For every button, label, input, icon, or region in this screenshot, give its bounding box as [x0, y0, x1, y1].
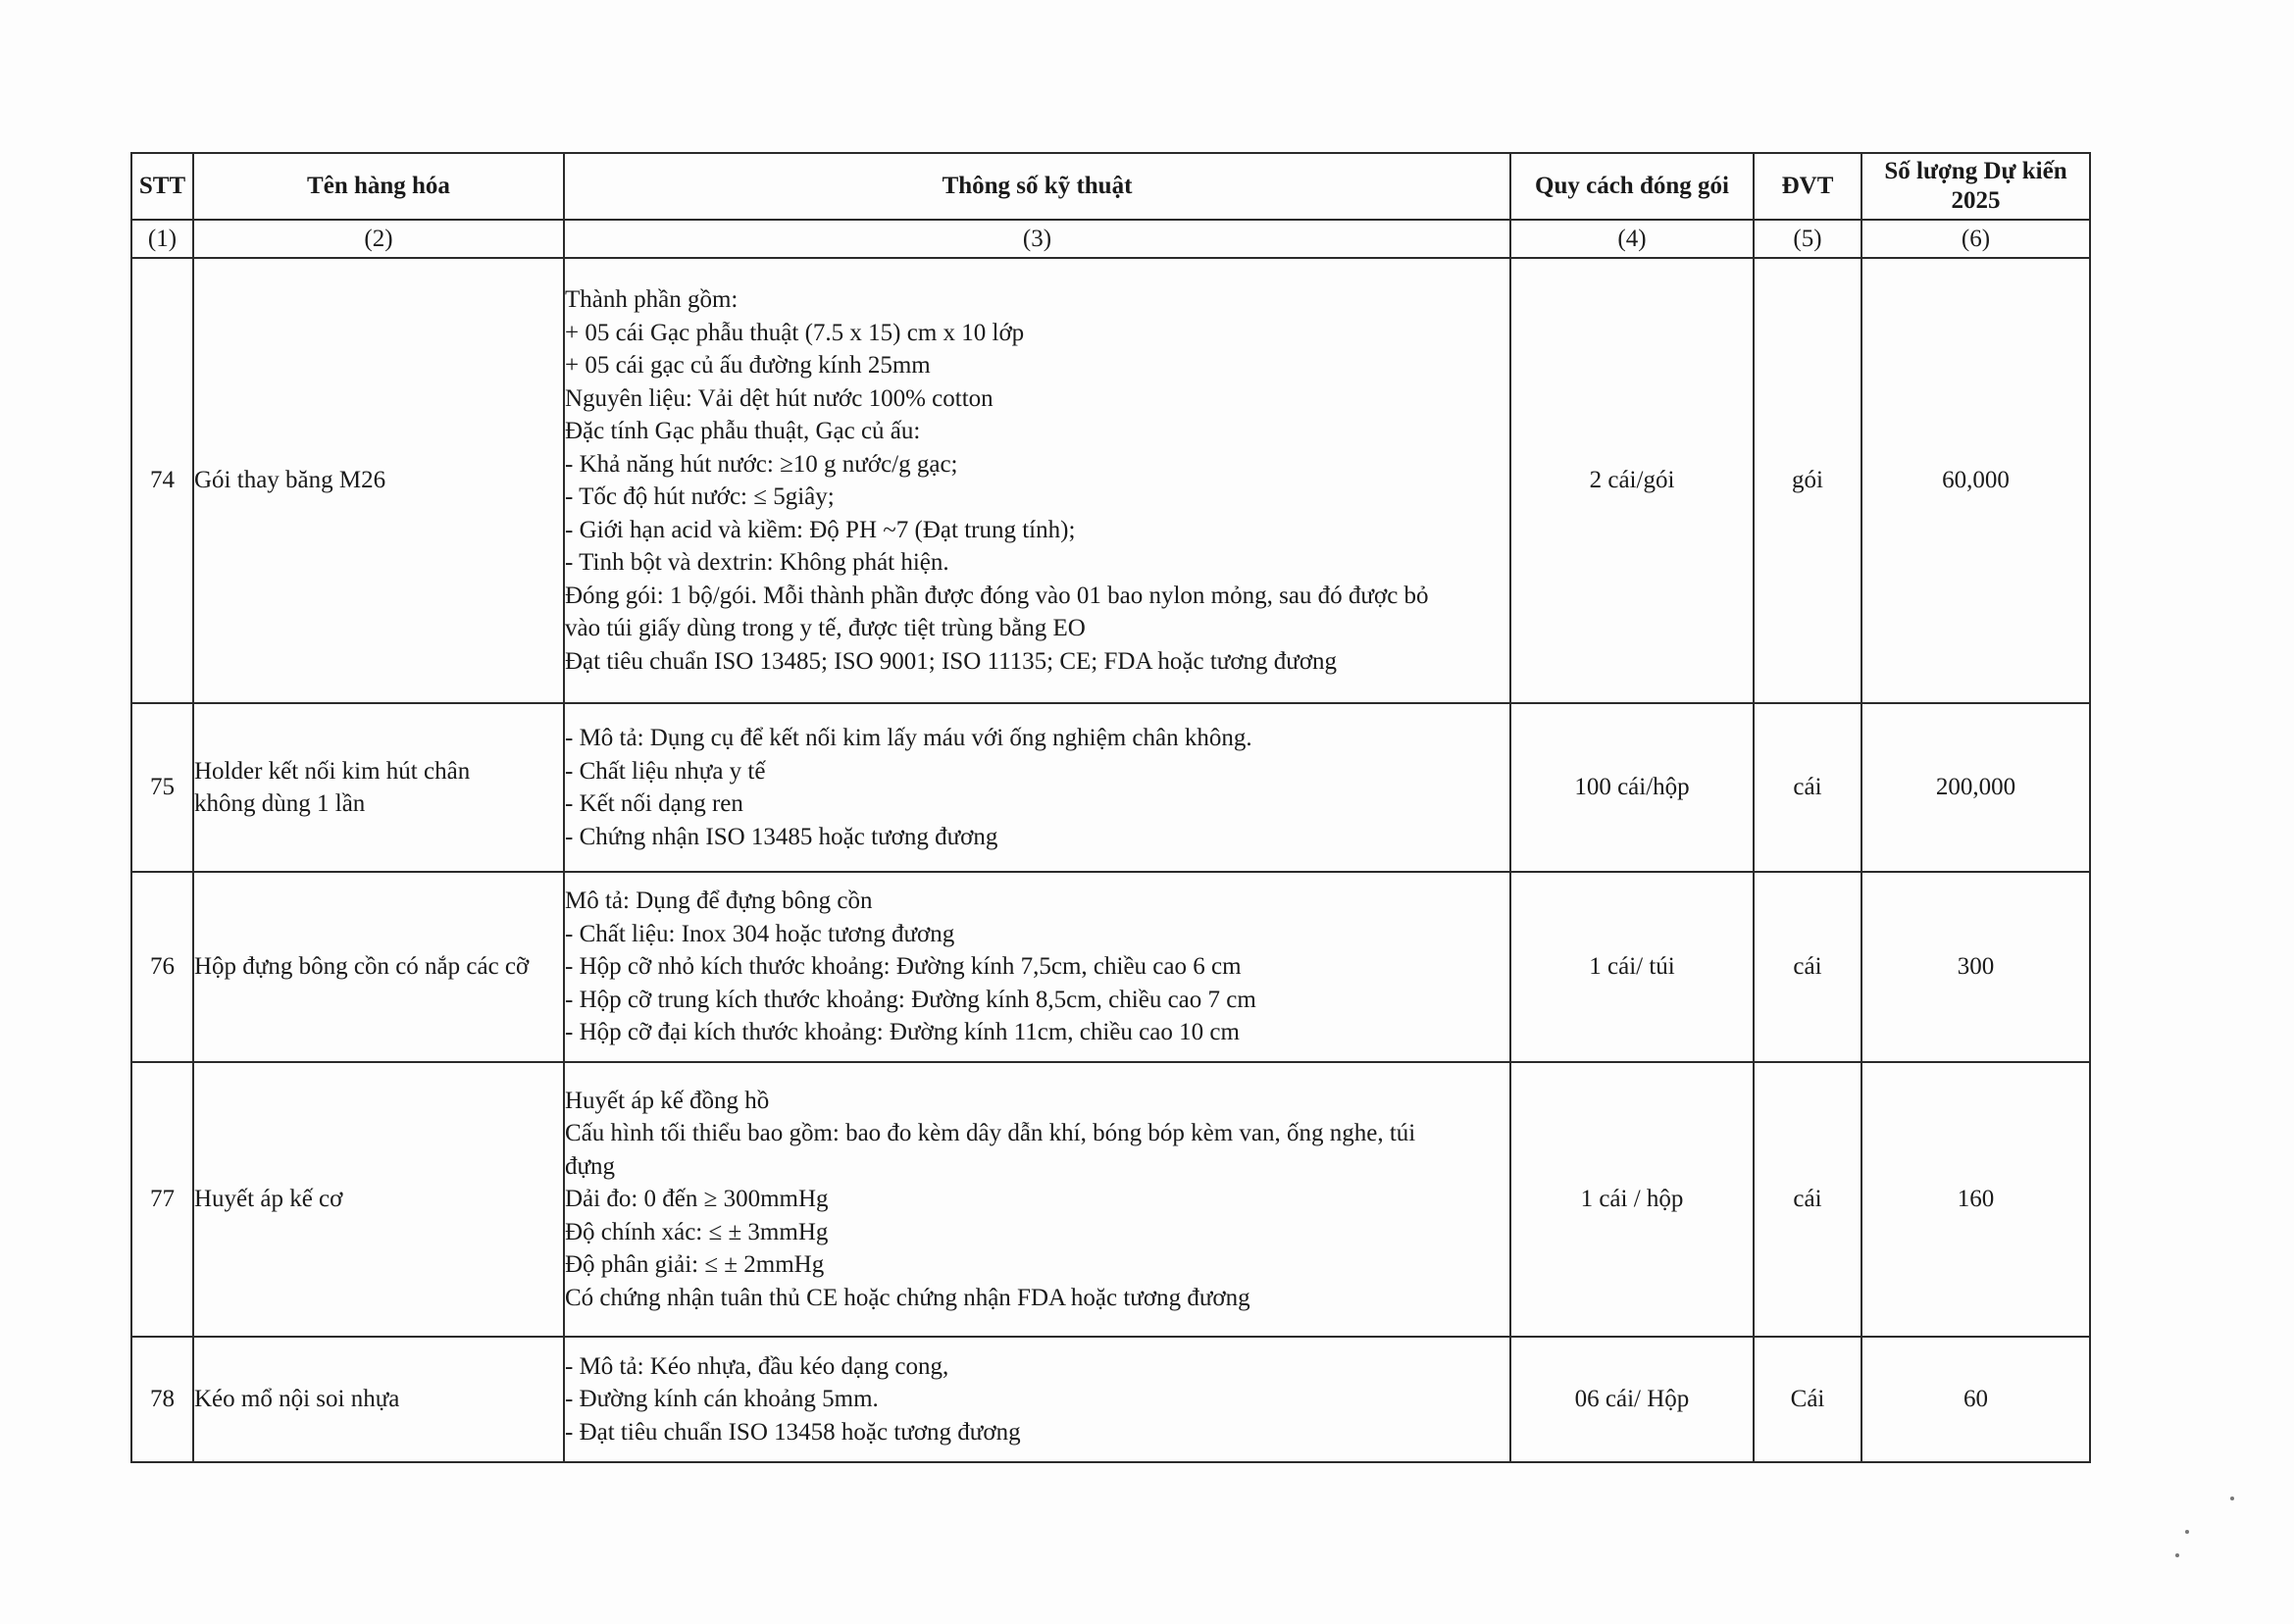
row-name: Huyết áp kế cơ [193, 1062, 564, 1337]
header-qty-line2: 2025 [1951, 187, 2001, 214]
row-unit: cái [1754, 703, 1861, 872]
row-name [193, 703, 564, 872]
row-pack: 1 cái / hộp [1510, 1062, 1754, 1337]
table-row [131, 258, 2090, 703]
row-qty: 160 [1861, 1062, 2090, 1337]
row-stt: 78 [131, 1337, 193, 1462]
spec-line: + 05 cái gạc củ ấu đường kính 25mm [565, 352, 931, 379]
row-qty: 60 [1861, 1337, 2090, 1462]
column-number-row [131, 220, 2090, 258]
spec-line: Thành phần gồm: [565, 286, 739, 313]
row-qty: 300 [1861, 872, 2090, 1062]
header-spec: Thông số kỹ thuật [564, 153, 1510, 220]
col-number: (3) [564, 220, 1510, 258]
row-qty: 60,000 [1861, 258, 2090, 703]
scan-speck [2230, 1497, 2234, 1500]
header-unit: ĐVT [1754, 153, 1861, 220]
col-number: (6) [1861, 220, 2090, 258]
header-qty-line1: Số lượng Dự kiến [1884, 158, 2067, 184]
spec-line: - Hộp cỡ nhỏ kích thước khoảng: Đường kính 7,5cm, chiều cao 6 cm [565, 953, 1242, 981]
row-unit: cái [1754, 1062, 1861, 1337]
spec-line: - Chất liệu nhựa y tế [565, 757, 766, 785]
row-name: Hộp đựng bông cồn có nắp các cỡ [193, 872, 564, 1062]
spec-line: - Hộp cỡ trung kích thước khoảng: Đường kính 8,5cm, chiều cao 7 cm [565, 986, 1256, 1013]
spec-line: Huyết áp kế đồng hồ [565, 1087, 770, 1114]
col-number: (2) [193, 220, 564, 258]
row-unit: Cái [1754, 1337, 1861, 1462]
spec-line: - Giới hạn acid và kiềm: Độ PH ~7 (Đạt trung tính); [565, 516, 1076, 543]
spec-line: - Đường kính cán khoảng 5mm. [565, 1386, 879, 1413]
row-spec [564, 258, 1510, 703]
spec-line: - Mô tả: Dụng cụ để kết nối kim lấy máu với ống nghiệm chân không. [565, 725, 1252, 751]
spec-line: - Khả năng hút nước: ≥10 g nước/g gạc; [565, 450, 958, 478]
row-name: Gói thay băng M26 [193, 258, 564, 703]
table-row [131, 872, 2090, 1062]
spec-line: Có chứng nhận tuân thủ CE hoặc chứng nhận FDA hoặc tương đương [565, 1284, 1250, 1311]
header-name: Tên hàng hóa [193, 153, 564, 220]
spec-line: Độ phân giải: ≤ ± 2mmHg [565, 1251, 825, 1279]
col-number: (5) [1754, 220, 1861, 258]
row-spec [564, 872, 1510, 1062]
row-pack: 06 cái/ Hộp [1510, 1337, 1754, 1462]
spec-line: - Kết nối dạng ren [565, 790, 743, 817]
spec-line: Nguyên liệu: Vải dệt hút nước 100% cotton [565, 384, 994, 412]
header-stt: STT [131, 153, 193, 220]
table-row [131, 1062, 2090, 1337]
row-unit: cái [1754, 872, 1861, 1062]
row-name-line: không dùng 1 lần [194, 790, 366, 817]
row-stt: 74 [131, 258, 193, 703]
scan-speck [2185, 1530, 2189, 1534]
spec-line: - Mô tả: Kéo nhựa, đầu kéo dạng cong, [565, 1352, 949, 1380]
row-stt: 77 [131, 1062, 193, 1337]
spec-line: - Hộp cỡ đại kích thước khoảng: Đường kính 11cm, chiều cao 10 cm [565, 1019, 1240, 1046]
row-name-line: Holder kết nối kim hút chân [194, 757, 471, 785]
spec-line: + 05 cái Gạc phẫu thuật (7.5 x 15) cm x 10 lớp [565, 319, 1025, 346]
row-unit: gói [1754, 258, 1861, 703]
col-number: (4) [1510, 220, 1754, 258]
row-spec [564, 1062, 1510, 1337]
row-pack: 100 cái/hộp [1510, 703, 1754, 872]
row-spec [564, 703, 1510, 872]
spec-line: Cấu hình tối thiểu bao gồm: bao đo kèm dây dẫn khí, bóng bóp kèm van, ống nghe, túi [565, 1120, 1416, 1147]
row-qty: 200,000 [1861, 703, 2090, 872]
table-row [131, 703, 2090, 872]
scan-speck [2175, 1553, 2179, 1557]
spec-line: Đạt tiêu chuẩn ISO 13485; ISO 9001; ISO 11135; CE; FDA hoặc tương đương [565, 647, 1338, 675]
row-stt: 76 [131, 872, 193, 1062]
spec-line: - Đạt tiêu chuẩn ISO 13458 hoặc tương đương [565, 1418, 1021, 1446]
col-number: (1) [131, 220, 193, 258]
row-pack: 2 cái/gói [1510, 258, 1754, 703]
spec-line: - Chất liệu: Inox 304 hoặc tương đương [565, 920, 955, 947]
spec-line: đựng [565, 1152, 616, 1180]
row-pack: 1 cái/ túi [1510, 872, 1754, 1062]
row-stt: 75 [131, 703, 193, 872]
header-pack: Quy cách đóng gói [1510, 153, 1754, 220]
row-spec [564, 1337, 1510, 1462]
spec-line: Đặc tính Gạc phẫu thuật, Gạc củ ấu: [565, 418, 921, 444]
spec-line: - Chứng nhận ISO 13485 hoặc tương đương [565, 823, 998, 850]
spec-line: - Tinh bột và dextrin: Không phát hiện. [565, 549, 949, 576]
row-name: Kéo mổ nội soi nhựa [193, 1337, 564, 1462]
spec-line: - Tốc độ hút nước: ≤ 5giây; [565, 483, 835, 510]
spec-line: vào túi giấy dùng trong y tế, được tiệt trùng bằng EO [565, 615, 1086, 641]
header-row [131, 153, 2090, 220]
spec-line: Dải đo: 0 đến ≥ 300mmHg [565, 1186, 829, 1213]
goods-spec-table [130, 152, 2091, 1463]
header-qty [1861, 153, 2090, 220]
spec-line: Mô tả: Dụng để đựng bông cồn [565, 888, 873, 915]
table-row [131, 1337, 2090, 1462]
spec-line: Đóng gói: 1 bộ/gói. Mỗi thành phần được đóng vào 01 bao nylon mỏng, sau đó được bỏ [565, 582, 1429, 609]
spec-line: Độ chính xác: ≤ ± 3mmHg [565, 1218, 829, 1245]
